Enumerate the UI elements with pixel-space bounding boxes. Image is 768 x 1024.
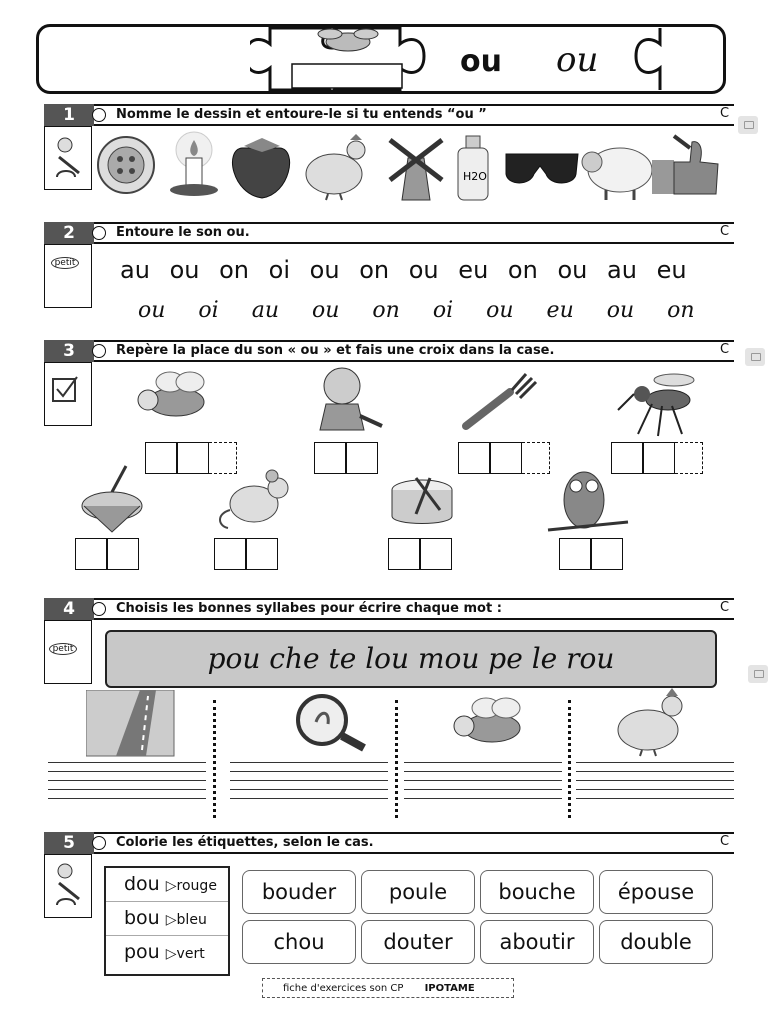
section-1-title: Nomme le dessin et entoure-le si tu entends “ou ” [116, 107, 487, 122]
hen-icon [608, 686, 698, 758]
petit-logo: petit [51, 257, 79, 269]
word-label[interactable]: double [599, 920, 713, 964]
sound-position-boxes [214, 538, 278, 570]
syllable[interactable]: on [667, 298, 695, 323]
pencil-child-icon [45, 127, 91, 187]
answer-box[interactable] [246, 538, 278, 570]
section-end-icon: C [720, 600, 730, 615]
footer-text: fiche d'exercices son CP [283, 983, 404, 994]
strawberry-icon[interactable] [232, 138, 289, 198]
fly-icon [446, 690, 536, 756]
answer-box[interactable] [420, 538, 452, 570]
answer-box[interactable] [388, 538, 420, 570]
syllable[interactable]: au [607, 256, 637, 284]
doll-icon [302, 364, 392, 442]
section-end-icon: C [720, 834, 730, 849]
key-word: dou [124, 873, 160, 895]
sound-position-boxes [314, 442, 378, 474]
answer-box[interactable] [214, 538, 246, 570]
key-row-pou [106, 936, 228, 969]
section-5-side [44, 854, 92, 918]
ex2-cursive-line [138, 298, 718, 323]
puzzle-knob-icon [92, 344, 106, 358]
sound-position-boxes [75, 538, 139, 570]
mosquito-icon [612, 364, 702, 438]
button-icon[interactable] [98, 137, 154, 193]
candle-icon[interactable] [170, 132, 218, 196]
footer-logo: IPOTAME [424, 983, 475, 994]
pencil-child-icon [45, 855, 91, 915]
syllable[interactable]: ou [309, 256, 340, 284]
syllable[interactable]: oi [268, 256, 291, 284]
section-5-title: Colorie les étiquettes, selon le cas. [116, 835, 374, 850]
thumbs-up-icon[interactable] [652, 136, 718, 194]
petit-logo: petit [49, 643, 77, 655]
word-label[interactable]: poule [361, 870, 475, 914]
answer-box[interactable] [490, 442, 522, 474]
magnifier-icon [286, 690, 372, 756]
syllable[interactable]: au [251, 298, 279, 323]
ex2-print-line [120, 256, 720, 284]
syllable[interactable]: eu [656, 256, 687, 284]
word-label[interactable]: chou [242, 920, 356, 964]
puzzle-piece-right-icon [620, 24, 690, 94]
syllable[interactable]: on [507, 256, 538, 284]
answer-box[interactable] [107, 538, 139, 570]
mouse-icon [214, 464, 300, 532]
key-row-bou [106, 902, 228, 936]
section-1-side [44, 126, 92, 190]
drum-icon [382, 470, 468, 532]
sound-position-boxes [458, 442, 550, 474]
sound-cursive: ou [556, 40, 599, 80]
answer-box-dashed[interactable] [675, 442, 703, 474]
section-2-side [44, 244, 92, 308]
key-color: ▷rouge [165, 878, 217, 894]
dotted-separator [395, 700, 398, 818]
syllable[interactable]: on [359, 256, 390, 284]
word-label[interactable]: aboutir [480, 920, 594, 964]
puzzle-knob-icon [92, 602, 106, 616]
section-end-icon: C [720, 342, 730, 357]
word-label[interactable]: bouder [242, 870, 356, 914]
fork-icon [456, 370, 546, 434]
answer-box[interactable] [591, 538, 623, 570]
comment-icon[interactable] [738, 116, 758, 134]
section-3-title: Repère la place du son « ou » et fais une croix dans la case. [116, 343, 555, 358]
key-color: ▷vert [165, 946, 205, 962]
spinning-top-icon [74, 460, 154, 536]
comment-icon[interactable] [745, 348, 765, 366]
sunglasses-icon[interactable] [506, 154, 578, 183]
hen-icon[interactable] [306, 134, 365, 200]
section-4-number: 4 [44, 598, 94, 620]
puzzle-knob-icon [92, 226, 106, 240]
road-icon [86, 690, 176, 758]
owl-icon [544, 460, 630, 538]
syllable[interactable]: ou [138, 298, 166, 323]
puzzle-piece-icon [250, 24, 440, 94]
word-label[interactable]: épouse [599, 870, 713, 914]
key-word: bou [124, 907, 160, 929]
puzzle-knob-icon [92, 108, 106, 122]
section-4-title: Choisis les bonnes syllabes pour écrire chaque mot : [116, 601, 502, 616]
sound-position-boxes [388, 538, 452, 570]
answer-box[interactable] [177, 442, 209, 474]
syllable-banner: pou che te lou mou pe le rou [105, 630, 717, 688]
syllable[interactable]: on [219, 256, 250, 284]
answer-box[interactable] [346, 442, 378, 474]
section-3-side [44, 362, 92, 426]
section-3-number: 3 [44, 340, 94, 362]
checkbox-pencil-icon [45, 363, 91, 423]
water-bottle-icon[interactable] [458, 136, 488, 200]
syllable[interactable]: on [372, 298, 400, 323]
bottle-label: H2O [463, 170, 487, 183]
answer-box[interactable] [75, 538, 107, 570]
writing-lines[interactable] [576, 762, 734, 818]
syllable[interactable]: ou [312, 298, 340, 323]
answer-box[interactable] [559, 538, 591, 570]
section-2-title: Entoure le son ou. [116, 225, 250, 240]
section-end-icon: C [720, 224, 730, 239]
answer-box[interactable] [643, 442, 675, 474]
section-2-number: 2 [44, 222, 94, 244]
windmill-icon[interactable] [390, 140, 442, 200]
ex1-picture-row [94, 128, 724, 202]
section-4-side [44, 620, 92, 684]
key-row-dou [106, 868, 228, 902]
color-key [104, 866, 230, 976]
dotted-separator [568, 700, 571, 818]
dotted-separator [213, 700, 216, 818]
syllable[interactable]: oi [432, 298, 454, 323]
section-5-number: 5 [44, 832, 94, 854]
sound-position-boxes [559, 538, 623, 570]
syllable[interactable]: ou [606, 298, 635, 323]
syllable[interactable]: au [120, 256, 150, 284]
fly-icon [130, 364, 220, 436]
syllable[interactable]: eu [458, 256, 489, 284]
syllable[interactable]: ou [486, 298, 514, 323]
comment-icon[interactable] [748, 665, 768, 683]
syllable[interactable]: ou [557, 256, 588, 284]
syllable[interactable]: oi [198, 298, 219, 323]
writing-lines[interactable] [230, 762, 388, 818]
key-word: pou [124, 941, 160, 963]
syllable[interactable]: ou [408, 256, 439, 284]
sheep-icon[interactable] [582, 148, 652, 200]
puzzle-knob-icon [92, 836, 106, 850]
writing-lines[interactable] [404, 762, 562, 818]
writing-lines[interactable] [48, 762, 206, 818]
section-1-number: 1 [44, 104, 94, 126]
footer-credit [262, 978, 514, 998]
word-label[interactable]: douter [361, 920, 475, 964]
sound-bold: ou [460, 44, 502, 79]
syllable[interactable]: ou [169, 256, 200, 284]
answer-box[interactable] [314, 442, 346, 474]
word-label[interactable]: bouche [480, 870, 594, 914]
syllable[interactable]: eu [546, 298, 574, 323]
key-color: ▷bleu [165, 912, 207, 928]
section-end-icon: C [720, 106, 730, 121]
